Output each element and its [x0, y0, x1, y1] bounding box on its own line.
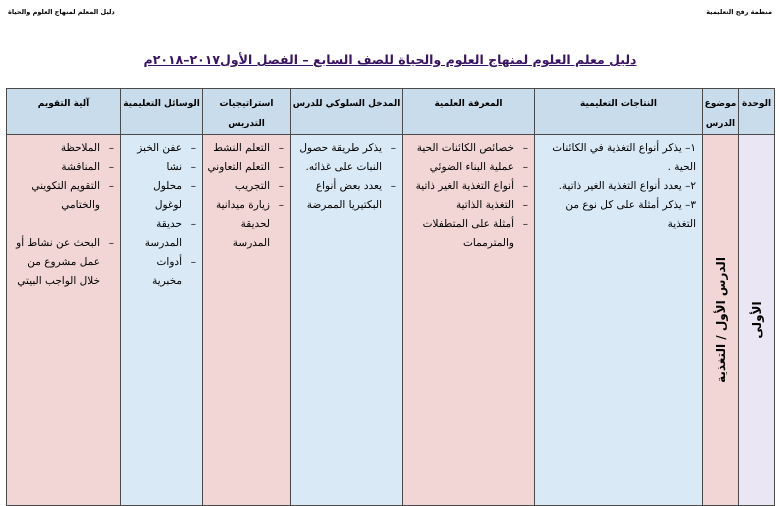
list-item: – نشا	[125, 158, 196, 177]
list-item: – المناقشة	[11, 158, 114, 177]
list-item: – يذكر طريقة حصول النبات على غذائه.	[295, 139, 396, 177]
organization-name: منظمة رفح التعليمية	[706, 8, 772, 16]
evaluation-cell	[7, 135, 121, 506]
lesson-plan-table	[6, 88, 775, 506]
unit-label: الأولى	[749, 301, 764, 339]
list-item: – أدوات مخبرية	[125, 253, 196, 291]
list-item: – يعدد بعض أنواع البكتيريا الممرضة	[295, 177, 396, 215]
aids-cell	[121, 135, 203, 506]
list-item: – زيارة ميدانية لحديقة المدرسة	[207, 196, 284, 253]
list-item: – أنواع التغذية الغير ذاتية	[407, 177, 528, 196]
table-header-row	[7, 89, 775, 135]
evaluation-list	[7, 135, 120, 291]
list-item: – عملية البناء الضوئي	[407, 158, 528, 177]
outcomes-list	[535, 135, 702, 234]
list-item: – التقويم التكويني والختامي	[11, 177, 114, 215]
list-item: – حديقة المدرسة	[125, 215, 196, 253]
list-item: ٣– يذكر أمثلة على كل نوع من التغذية	[565, 199, 696, 230]
entry-cell	[291, 135, 403, 506]
list-item: – التعلم التعاوني	[207, 158, 284, 177]
aids-list	[121, 135, 202, 291]
outcomes-cell	[535, 135, 703, 506]
guide-name: دليل المعلم لمنهاج العلوم والحياة	[8, 8, 115, 16]
header-evaluation: آلية التقويم	[7, 89, 121, 135]
header-aids: الوسائل التعليمية	[121, 89, 203, 135]
list-item: – عفن الخبز	[125, 139, 196, 158]
page-title: دليل معلم العلوم لمنهاج العلوم والحياة للصف السابع – الفصل الأول٢٠١٧–٢٠١٨م	[143, 52, 637, 67]
table-row	[7, 135, 775, 506]
topic-label: الدرس الأول / التغذية	[713, 257, 728, 383]
entry-list	[291, 135, 402, 215]
knowledge-list	[403, 135, 534, 253]
list-item: – أمثلة على المتطفلات والمترممات	[407, 215, 528, 253]
list-item: – الملاحظة	[11, 139, 114, 158]
list-item: – البحث عن نشاط أو عمل مشروع من خلال الواجب البيتي	[11, 234, 114, 291]
list-item: – التغذية الذاتية	[407, 196, 528, 215]
header-entry: المدخل السلوكي للدرس	[291, 89, 403, 135]
list-item: ١– يذكر أنواع التغذية في الكائنات الحية .	[552, 142, 696, 173]
strategies-cell	[203, 135, 291, 506]
list-item: – خصائص الكائنات الحية	[407, 139, 528, 158]
header-knowledge: المعرفة العلمية	[403, 89, 535, 135]
list-item: – التجريب	[207, 177, 284, 196]
list-item: ٢– يعدد أنواع التغذية الغير ذاتية.	[558, 180, 696, 192]
list-item: – التعلم النشط	[207, 139, 284, 158]
header-strategies: استراتيجيات التدريس	[203, 89, 291, 135]
unit-cell	[739, 135, 775, 506]
strategies-list	[203, 135, 290, 253]
header-topic: موضوع الدرس	[703, 89, 739, 135]
list-item: – محلول لوغول	[125, 177, 196, 215]
knowledge-cell	[403, 135, 535, 506]
topic-cell	[703, 135, 739, 506]
header-outcomes: النتاجات التعليمية	[535, 89, 703, 135]
header-unit: الوحدة	[739, 89, 775, 135]
